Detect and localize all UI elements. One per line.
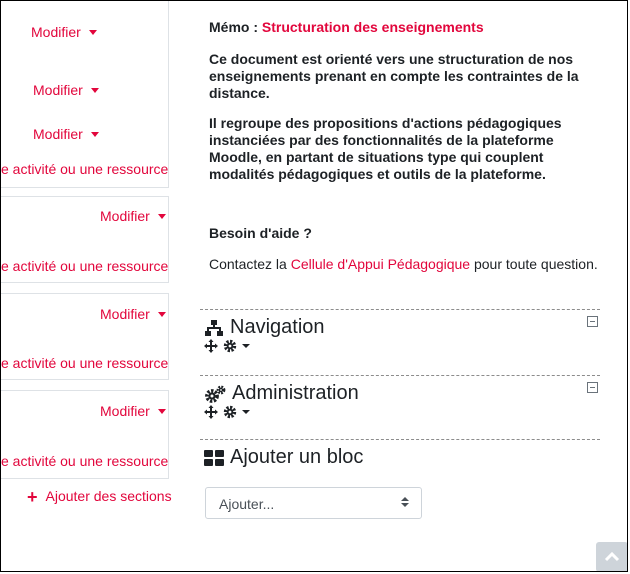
contact-suffix: pour toute question. [470, 256, 598, 272]
administration-block-title [204, 382, 359, 405]
description-paragraph-1: Ce document est orienté vers une structuration de nos enseignements prenant en compte les contraintes de la distance. [209, 51, 579, 101]
memo-prefix: Mémo : [209, 19, 262, 35]
modifier-label: Modifier [31, 24, 81, 40]
caret-down-icon [158, 312, 166, 317]
navigation-block [200, 309, 600, 372]
navigation-title-text: Navigation [230, 316, 325, 338]
navigation-block-title [204, 316, 325, 339]
modifier-menu[interactable] [100, 208, 166, 224]
modifier-menu[interactable] [33, 82, 99, 98]
contact-line [209, 256, 598, 272]
move-icon[interactable] [204, 405, 218, 419]
modifier-label: Modifier [100, 306, 150, 322]
plus-icon: + [27, 487, 38, 507]
cogs-icon [204, 385, 226, 403]
caret-down-icon [91, 88, 99, 93]
th-large-icon [204, 450, 224, 466]
administration-block-controls [204, 405, 250, 419]
add-activity-link[interactable]: e activité ou une ressource [1, 258, 169, 274]
caret-down-icon [158, 214, 166, 219]
modifier-menu[interactable] [100, 306, 166, 322]
collapse-icon[interactable] [587, 316, 598, 327]
modifier-menu[interactable] [100, 403, 166, 419]
modifier-menu[interactable] [33, 126, 99, 142]
select-arrows-icon [401, 497, 409, 507]
add-block-title-text: Ajouter un bloc [230, 446, 364, 468]
add-block-section [200, 439, 600, 480]
administration-block [200, 375, 600, 438]
add-activity-link[interactable]: e activité ou une ressource [1, 453, 169, 469]
add-block-title [204, 446, 363, 469]
navigation-block-controls [204, 339, 250, 353]
move-icon[interactable] [204, 339, 218, 353]
memo-line [209, 19, 484, 35]
gear-icon[interactable] [223, 339, 237, 353]
description-paragraph-2: Il regroupe des propositions d'actions pédagogiques instanciées par des fonctionnalités de la plateforme Moodle, en partant de situations type qui couplent modalités pédagogiques et outils de la plateforme. [209, 115, 562, 182]
sitemap-icon [204, 319, 224, 337]
collapse-icon[interactable] [587, 382, 598, 393]
modifier-label: Modifier [33, 82, 83, 98]
help-title: Besoin d'aide ? [209, 225, 312, 241]
modifier-label: Modifier [100, 208, 150, 224]
modifier-label: Modifier [100, 403, 150, 419]
caret-down-icon [158, 409, 166, 414]
add-sections-label: Ajouter des sections [45, 488, 172, 504]
chevron-down-icon[interactable] [242, 410, 250, 414]
caret-down-icon [89, 30, 97, 35]
caret-down-icon [91, 132, 99, 137]
add-sections-link[interactable] [27, 487, 172, 508]
chevron-up-icon [596, 542, 628, 572]
modifier-menu[interactable] [31, 24, 97, 40]
cellule-appui-link[interactable]: Cellule d'Appui Pédagogique [290, 256, 471, 272]
add-activity-link[interactable]: e activité ou une ressource [1, 161, 169, 177]
add-block-select-value: Ajouter... [219, 496, 275, 512]
contact-prefix: Contactez la [209, 256, 291, 272]
gear-icon[interactable] [223, 405, 237, 419]
add-activity-link[interactable]: e activité ou une ressource [1, 355, 169, 371]
memo-document-link[interactable]: Structuration des enseignements [261, 19, 484, 35]
modifier-label: Modifier [33, 126, 83, 142]
chevron-down-icon[interactable] [242, 344, 250, 348]
add-block-select[interactable] [205, 487, 422, 519]
back-to-top-button[interactable] [596, 542, 628, 572]
administration-title-text: Administration [232, 382, 359, 404]
